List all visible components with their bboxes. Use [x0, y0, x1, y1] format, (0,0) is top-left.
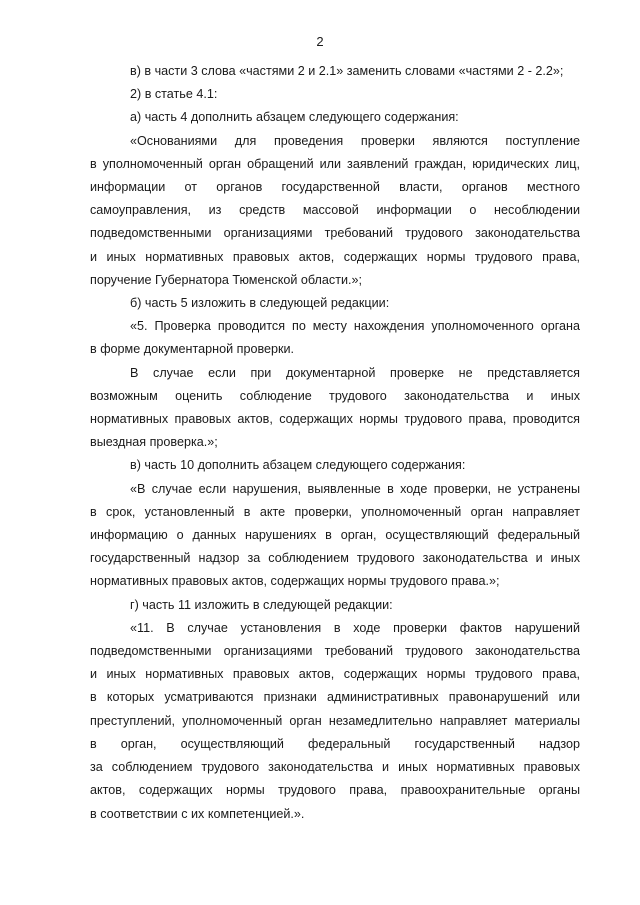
- text-line: «11. В случае установления в ходе проверки фактов нарушений: [130, 620, 580, 635]
- paragraph: [90, 83, 580, 106]
- text-line: самоуправления, из средств массовой информации о несоблюдении: [90, 203, 580, 218]
- text-line: г) часть 11 изложить в следующей редакции:: [130, 597, 393, 612]
- page-number: 2: [316, 34, 324, 49]
- text-line: «В случае если нарушения, выявленные в ходе проверки, не устранены: [130, 481, 580, 496]
- text-line: в соответствии с их компетенцией.».: [90, 806, 305, 821]
- text-line: в которых усматриваются признаки административных правонарушений или: [90, 690, 580, 705]
- text-line: за соблюдением трудового законодательства и иных нормативных правовых: [90, 760, 580, 775]
- paragraph: [90, 292, 580, 315]
- text-line: 2) в статье 4.1:: [130, 87, 218, 102]
- text-line: в) в части 3 слова «частями 2 и 2.1» заменить словами «частями 2 - 2.2»;: [130, 64, 564, 78]
- text-line: преступлений, уполномоченный орган незамедлительно направляет материалы: [90, 713, 580, 728]
- text-line: в уполномоченный орган обращений или заявлений граждан, юридических лиц,: [90, 156, 580, 171]
- text-line: в форме документарной проверки.: [90, 342, 295, 357]
- text-line: подведомственными организациями требований трудового законодательства: [90, 226, 580, 241]
- paragraph: [90, 106, 580, 129]
- text-line: подведомственными организациями требований трудового законодательства: [90, 644, 580, 659]
- text-line: нормативных правовых актов, содержащих нормы трудового права.»;: [90, 574, 500, 589]
- text-line: выездная проверка.»;: [90, 435, 218, 450]
- paragraph: [90, 362, 580, 455]
- text-line: в орган, осуществляющий федеральный государственный надзор: [90, 736, 580, 751]
- paragraph: [90, 454, 580, 477]
- text-line: государственный надзор за соблюдением трудового законодательства и иных: [90, 551, 580, 566]
- paragraph: [90, 478, 580, 594]
- text-line: в) часть 10 дополнить абзацем следующего содержания:: [130, 458, 466, 473]
- text-line: В случае если при документарной проверке не представляется: [130, 365, 580, 380]
- document-body: [90, 60, 580, 826]
- text-line: информации от органов государственной власти, органов местного: [90, 180, 580, 195]
- text-line: а) часть 4 дополнить абзацем следующего содержания:: [130, 110, 459, 125]
- text-line: в срок, установленный в акте проверки, уполномоченный орган направляет: [90, 504, 580, 519]
- text-line: информацию о данных нарушениях в орган, осуществляющий федеральный: [90, 528, 580, 543]
- text-line: актов, содержащих нормы трудового права, правоохранительные органы: [90, 783, 580, 798]
- text-line: поручение Губернатора Тюменской области.»;: [90, 272, 363, 287]
- text-line: и иных нормативных правовых актов, содержащих нормы трудового права,: [90, 249, 580, 264]
- text-line: б) часть 5 изложить в следующей редакции:: [130, 296, 390, 311]
- text-line: возможным оценить соблюдение трудового законодательства и иных: [90, 388, 580, 403]
- paragraph: [90, 315, 580, 361]
- text-line: «5. Проверка проводится по месту нахождения уполномоченного органа: [130, 319, 580, 334]
- paragraph: [90, 617, 580, 826]
- text-line: и иных нормативных правовых актов, содержащих нормы трудового права,: [90, 667, 580, 682]
- paragraph: [90, 60, 580, 83]
- paragraph: [90, 594, 580, 617]
- text-line: нормативных правовых актов, содержащих нормы трудового права, проводится: [90, 412, 580, 427]
- text-line: «Основаниями для проведения проверки являются поступление: [130, 133, 580, 148]
- paragraph: [90, 130, 580, 292]
